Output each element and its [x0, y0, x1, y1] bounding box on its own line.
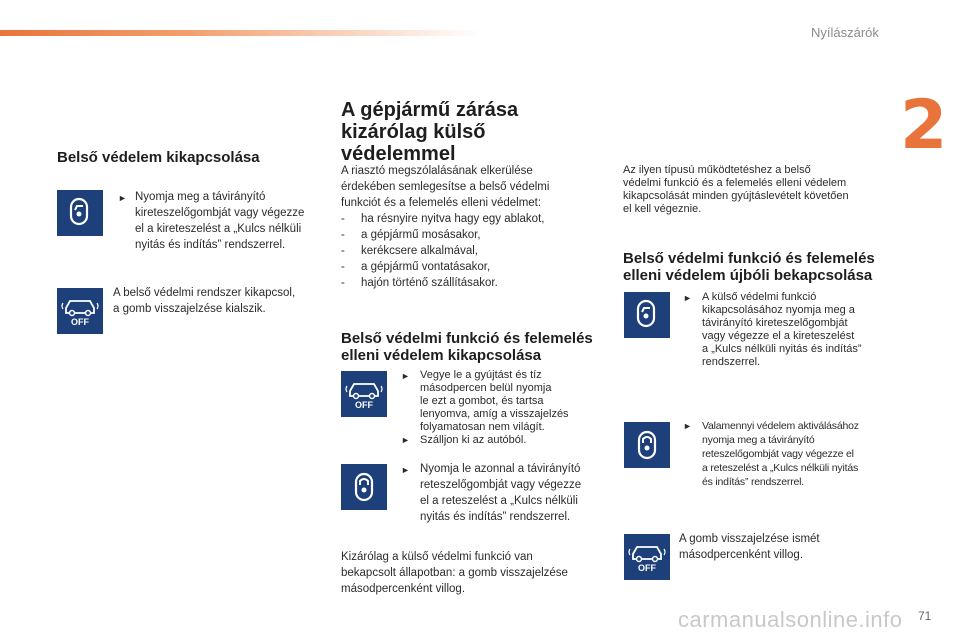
text-line: nyitás és indítás” rendszerrel.: [420, 511, 571, 523]
text-line: A külső védelmi funkció: [702, 291, 817, 303]
text-line: A belső védelmi rendszer kikapcsol,: [113, 287, 296, 299]
list-item-text: a gépjármű vontatásakor,: [361, 261, 491, 273]
heading-interior-protection-off: Belső védelem kikapcsolása: [57, 149, 260, 166]
unlock-icon: [57, 190, 103, 236]
text-line: kireteszelőgombját vagy végezze: [135, 207, 305, 219]
list-item: [341, 211, 591, 227]
main-heading: [341, 99, 518, 165]
car-alarm-off-icon: [624, 534, 670, 580]
off-label: OFF: [355, 400, 373, 410]
heading-line: kizárólag külső: [341, 121, 486, 143]
text-line: távirányító kireteszelőgombját: [702, 317, 848, 329]
text-line: kikapcsolását minden gyújtáslevételt követően: [623, 190, 849, 202]
text-line: folyamatosan nem világít.: [420, 421, 545, 433]
text-line: el a kireteszelést a „Kulcs nélküli: [135, 223, 302, 235]
heading-line: Belső védelmi funkció és felemelés: [341, 330, 593, 347]
bullet-icon: ►: [401, 435, 410, 445]
text-line: nyomja meg a távirányító: [702, 434, 815, 446]
list-item: [341, 275, 591, 291]
heading-line: elleni védelem kikapcsolása: [341, 347, 542, 364]
list-dash: -: [341, 229, 345, 241]
list-item: [341, 243, 591, 259]
text-line: Nyomja meg a távirányító: [135, 191, 266, 203]
text-line: a gomb visszajelzése kialszik.: [113, 303, 266, 315]
text-line: Kizárólag a külső védelmi funkció van: [341, 551, 533, 563]
lock-icon: [624, 422, 670, 468]
text-line: le ezt a gombot, és tartsa: [420, 395, 544, 407]
off-label: OFF: [71, 317, 89, 327]
car-alarm-off-icon: [57, 288, 103, 334]
bullet-icon: ►: [683, 421, 692, 431]
bullet-icon: ►: [118, 193, 127, 203]
text-line: másodpercen belül nyomja: [420, 382, 552, 394]
step-text: [702, 291, 892, 369]
heading-reactivate: [623, 250, 875, 284]
list-item-text: ha résnyire nyitva hagy egy ablakot,: [361, 213, 545, 225]
list-dash: -: [341, 245, 345, 257]
info-text: [113, 285, 323, 317]
intro-text: [341, 163, 591, 211]
off-label: OFF: [638, 563, 656, 573]
intro-text: [623, 164, 888, 216]
text-line: Nyomja le azonnal a távirányító: [420, 463, 581, 475]
step-text: Szálljon ki az autóból.: [420, 434, 527, 446]
chapter-number: 2: [900, 86, 948, 165]
step-text: [420, 369, 595, 434]
step-text: [702, 419, 897, 489]
sub-heading-deactivate: [341, 330, 593, 364]
list-dash: -: [341, 261, 345, 273]
situation-list: [341, 211, 591, 291]
heading-line: elleni védelem újbóli bekapcsolása: [623, 267, 873, 284]
list-dash: -: [341, 277, 345, 289]
list-item: [341, 227, 591, 243]
text-line: reteszelőgombját vagy végezze: [420, 479, 582, 491]
text-line: Valamennyi védelem aktiválásához: [702, 420, 859, 432]
heading-line: A gépjármű zárása: [341, 99, 519, 121]
text-line: bekapcsolt állapotban: a gomb visszajelzése: [341, 567, 568, 579]
list-item-text: kerékcsere alkalmával,: [361, 245, 478, 257]
text-line: nyitás és indítás” rendszerrel.: [135, 239, 286, 251]
text-line: el kell végeznie.: [623, 203, 702, 215]
text-line: érdekében semlegesítse a belső védelmi: [341, 181, 550, 193]
text-line: reteszelőgombját vagy végezze el: [702, 448, 854, 460]
car-alarm-off-icon: [341, 371, 387, 417]
text-line: a reteszelést a „Kulcs nélküli nyitás: [702, 462, 859, 474]
text-line: A gomb visszajelzése ismét: [679, 533, 820, 545]
text-line: Az ilyen típusú működtetéshez a belső: [623, 164, 811, 176]
text-line: másodpercenként villog.: [679, 549, 804, 561]
text-line: lenyomva, amíg a visszajelzés: [420, 408, 569, 420]
text-line: védelmi funkció és a felemelés elleni védelem: [623, 177, 847, 189]
instruction-text: [135, 189, 325, 253]
text-line: A riasztó megszólalásának elkerülése: [341, 165, 533, 177]
section-title: Nyílászárók: [811, 25, 879, 40]
text-line: funkciót és a felemelés elleni védelmet:: [341, 197, 542, 209]
text-line: a „Kulcs nélküli nyitás és indítás”: [702, 343, 862, 355]
step-text: [420, 461, 600, 525]
note-text: [679, 531, 879, 563]
heading-line: védelemmel: [341, 143, 456, 165]
note-text: [341, 549, 601, 597]
bullet-icon: ►: [683, 293, 692, 303]
text-line: Vegye le a gyújtást és tíz: [420, 369, 542, 381]
text-line: és indítás” rendszerrel.: [702, 476, 804, 488]
list-item-text: hajón történő szállításakor.: [361, 277, 498, 289]
list-item: [341, 259, 591, 275]
page-number: 71: [918, 609, 932, 623]
text-line: kikapcsolásához nyomja meg a: [702, 304, 855, 316]
bullet-icon: ►: [401, 465, 410, 475]
list-item-text: a gépjármű mosásakor,: [361, 229, 481, 241]
text-line: el a reteszelést a „Kulcs nélküli: [420, 495, 578, 507]
lock-icon: [341, 464, 387, 510]
watermark: carmanualsonline.info: [678, 607, 903, 632]
text-line: másodpercenként villog.: [341, 583, 466, 595]
bullet-icon: ►: [401, 371, 410, 381]
heading-line: Belső védelmi funkció és felemelés: [623, 250, 875, 267]
unlock-icon: [624, 292, 670, 338]
text-line: vagy végezze el a kireteszelést: [702, 330, 855, 342]
text-line: rendszerrel.: [702, 356, 761, 368]
header-accent-bar: [0, 30, 480, 36]
list-dash: -: [341, 213, 345, 225]
